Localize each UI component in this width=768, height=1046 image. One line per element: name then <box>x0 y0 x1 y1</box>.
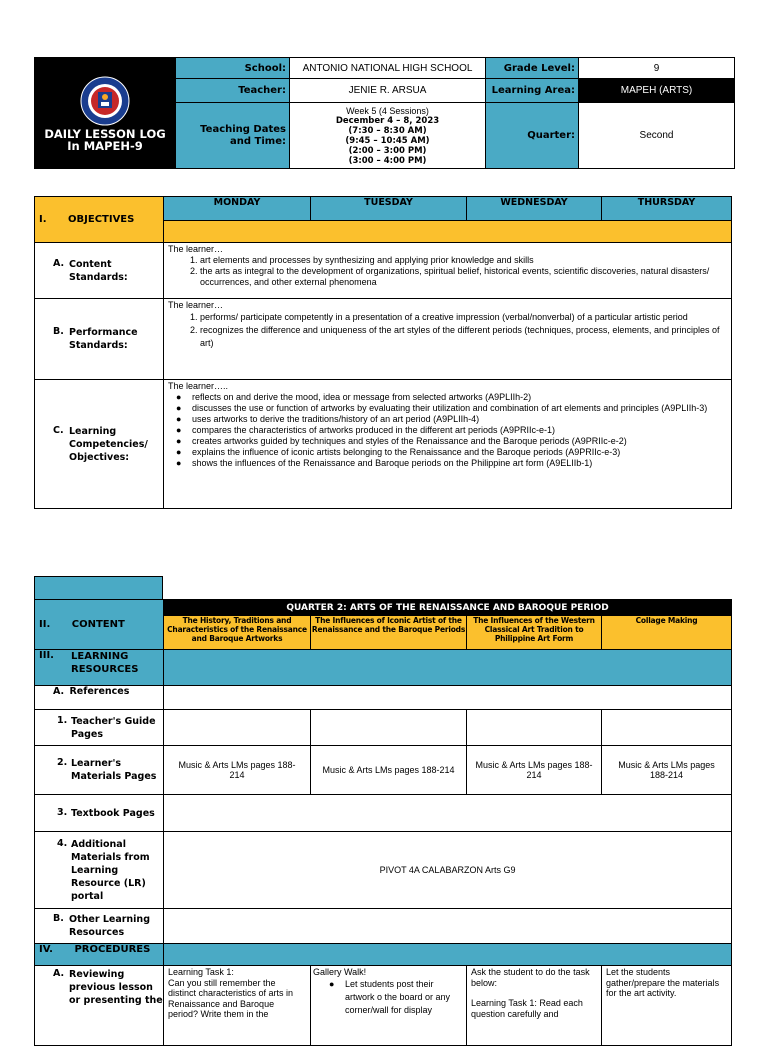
other-title: Other Learning Resources <box>69 914 150 938</box>
tg-num: 1. <box>57 714 68 726</box>
area-label: Learning Area: <box>486 79 579 103</box>
topic-monday: The History, Traditions and Characteristics of the Renaissance and Baroque Artworks <box>164 616 311 650</box>
content-standards-label <box>35 243 164 299</box>
add-title: Additional Materials from Learning Resource (LR) portal <box>71 838 150 902</box>
perf-item: 2. recognizes the difference and uniqueness of the art styles of the different periods (techniques, process, elements, and principles of art) <box>200 324 727 350</box>
references-label <box>35 686 164 710</box>
objectives-bar <box>164 221 732 243</box>
content-intro: The learner… <box>168 244 224 254</box>
perf-item: 1. performs/ participate competently in a presentation of a creative impression (verbal/nonverbal) of a particular artistic period <box>200 311 727 324</box>
tg-wednesday <box>467 710 602 746</box>
wed-text: Learning Task 1: Read each question carefully and <box>471 998 583 1019</box>
lm-title: Learner's Materials Pages <box>71 758 157 782</box>
content-num: II. <box>39 619 51 630</box>
content-heading <box>35 600 164 650</box>
comp-item: ● discusses the use or function of artworks by evaluating their utilization and combination of art elements and principles (A9PLIIh-3) <box>174 403 727 414</box>
additional-materials-label <box>35 832 164 909</box>
reviewing-thursday <box>602 966 732 1046</box>
comp-item: ● explains the influence of iconic artists belonging to the Renaissance and the Baroque periods (A9PRIIc-e-3) <box>174 447 727 458</box>
add-num: 4. <box>57 837 68 849</box>
references-title: References <box>69 686 130 697</box>
reviewing-label <box>35 966 164 1046</box>
content-standards-body <box>164 243 732 299</box>
reviewing-wednesday <box>467 966 602 1046</box>
references-value <box>164 686 732 710</box>
comp-item: ● compares the characteristics of artworks produced in the different art periods (A9PRIIc-e-1) <box>174 425 727 436</box>
resources-title: LEARNING RESOURCES <box>71 651 139 675</box>
day-thursday: THURSDAY <box>602 197 732 221</box>
lm-pages-label <box>35 746 164 795</box>
other-num: B. <box>53 913 64 924</box>
perf-intro: The learner… <box>168 300 224 310</box>
competencies-body <box>164 380 732 509</box>
thu-text: Let the students gather/prepare the materials for the art activity. <box>606 967 720 998</box>
log-title: DAILY LESSON LOG <box>44 127 166 141</box>
tb-num: 3. <box>57 806 68 818</box>
dates-week: Week 5 (4 Sessions) <box>346 105 429 116</box>
textbook-value <box>164 795 732 832</box>
day-monday: MONDAY <box>164 197 311 221</box>
objectives-num: I. <box>39 214 47 225</box>
dates-time-4: (3:00 – 4:00 PM) <box>348 155 427 166</box>
comp-item: ● shows the influences of the Renaissance and Baroque periods on the Philippine art form (A9ELIIb-1) <box>174 458 727 469</box>
content-item: 2. the arts as integral to the development of organizations, spiritual belief, historical events, scientific discoveries, natural disasters/ occurrences, and other external phenomena <box>200 266 727 288</box>
performance-standards-label <box>35 299 164 380</box>
resources-bar <box>164 650 732 686</box>
lm-monday: Music & Arts LMs pages 188-214 <box>164 746 311 795</box>
tue-task: Gallery Walk! <box>313 967 367 977</box>
quarter-value: Second <box>579 103 735 169</box>
comp-item: ● reflects on and derive the mood, idea or message from selected artworks (A9PLIIh-2) <box>174 392 727 403</box>
performance-standards-body <box>164 299 732 380</box>
area-value: MAPEH (ARTS) <box>579 79 735 103</box>
tue-bullet: ● Let students post their artwork o the board or any corner/wall for display <box>327 978 462 1017</box>
additional-materials-value: PIVOT 4A CALABARZON Arts G9 <box>164 832 732 909</box>
other-resources-label <box>35 909 164 944</box>
dates-value <box>290 103 486 169</box>
tg-tuesday <box>311 710 467 746</box>
day-tuesday: TUESDAY <box>311 197 467 221</box>
performance-standards-num: B. <box>53 326 64 337</box>
competencies-num: C. <box>53 424 64 436</box>
tg-thursday <box>602 710 732 746</box>
procedures-title: PROCEDURES <box>74 944 151 955</box>
reviewing-num: A. <box>53 968 65 979</box>
wed-task: Ask the student to do the task below: <box>471 967 590 988</box>
dates-label: Teaching Dates and Time: <box>176 103 290 169</box>
dates-time-2: (9:45 – 10:45 AM) <box>345 135 430 146</box>
topic-wednesday: The Influences of the Western Classical Art Tradition to Philippine Art Form <box>467 616 602 650</box>
header-table <box>34 57 735 169</box>
objectives-heading <box>35 197 164 243</box>
deped-seal <box>80 76 130 126</box>
tb-title: Textbook Pages <box>71 807 155 819</box>
dates-range: December 4 – 8, 2023 <box>335 115 440 126</box>
dates-time-1: (7:30 – 8:30 AM) <box>348 125 427 136</box>
dates-time-3: (2:00 – 3:00 PM) <box>348 145 427 156</box>
mon-task: Learning Task 1: <box>168 967 234 977</box>
mon-text: Can you still remember the distinct characteristics of arts in Renaissance and Baroque period? Write them in the <box>168 977 294 1019</box>
topic-thursday: Collage Making <box>602 616 732 650</box>
content-item: 1. art elements and processes by synthesizing and applying prior knowledge and skills <box>200 255 727 266</box>
grade-label: Grade Level: <box>486 58 579 79</box>
school-value: ANTONIO NATIONAL HIGH SCHOOL <box>290 58 486 79</box>
content-standards-title: Content Standards: <box>69 258 128 283</box>
comp-item: ● uses artworks to derive the traditions/history of an art period (A9PLIIh-4) <box>174 414 727 425</box>
objectives-title: OBJECTIVES <box>68 214 135 225</box>
procedures-num: IV. <box>39 944 53 955</box>
content-table <box>34 599 732 1046</box>
lm-thursday: Music & Arts LMs pages 188-214 <box>602 746 732 795</box>
teacher-label: Teacher: <box>176 79 290 103</box>
comp-item: ● creates artworks guided by techniques and styles of the Renaissance and the Baroque periods (A9PRIIc-e-2) <box>174 436 727 447</box>
other-resources-value <box>164 909 732 944</box>
resources-num: III. <box>39 650 54 661</box>
topic-tuesday: The Influences of Iconic Artist of the Renaissance and the Baroque Periods <box>311 616 467 650</box>
lm-tuesday: Music & Arts LMs pages 188-214 <box>311 746 467 795</box>
resources-heading <box>35 650 164 686</box>
references-num: A. <box>53 686 65 697</box>
header-title-cell <box>35 58 176 169</box>
procedures-heading <box>35 944 164 966</box>
tg-monday <box>164 710 311 746</box>
day-wednesday: WEDNESDAY <box>467 197 602 221</box>
reviewing-tuesday <box>311 966 467 1046</box>
tg-title: Teacher's Guide Pages <box>71 715 156 740</box>
content-title: CONTENT <box>71 619 125 630</box>
objectives-table <box>34 196 732 509</box>
grade-value: 9 <box>579 58 735 79</box>
textbook-pages-label <box>35 795 164 832</box>
quarter-label: Quarter: <box>486 103 579 169</box>
performance-standards-title: Performance Standards: <box>69 327 138 351</box>
tg-pages-label <box>35 710 164 746</box>
lm-num: 2. <box>57 757 68 768</box>
log-subtitle: In MAPEH-9 <box>67 139 143 153</box>
content-standards-num: A. <box>53 257 65 269</box>
competencies-label <box>35 380 164 509</box>
competencies-title: Learning Competencies/ Objectives: <box>69 425 148 463</box>
reviewing-monday <box>164 966 311 1046</box>
reviewing-title: Reviewing previous lesson or presenting the <box>69 969 163 1006</box>
lm-wednesday: Music & Arts LMs pages 188-214 <box>467 746 602 795</box>
comp-intro: The learner….. <box>168 381 229 391</box>
content-tab <box>34 576 163 599</box>
school-label: School: <box>176 58 290 79</box>
teacher-value: JENIE R. ARSUA <box>290 79 486 103</box>
procedures-bar <box>164 944 732 966</box>
quarter-title: QUARTER 2: ARTS OF THE RENAISSANCE AND BAROQUE PERIOD <box>164 600 732 616</box>
